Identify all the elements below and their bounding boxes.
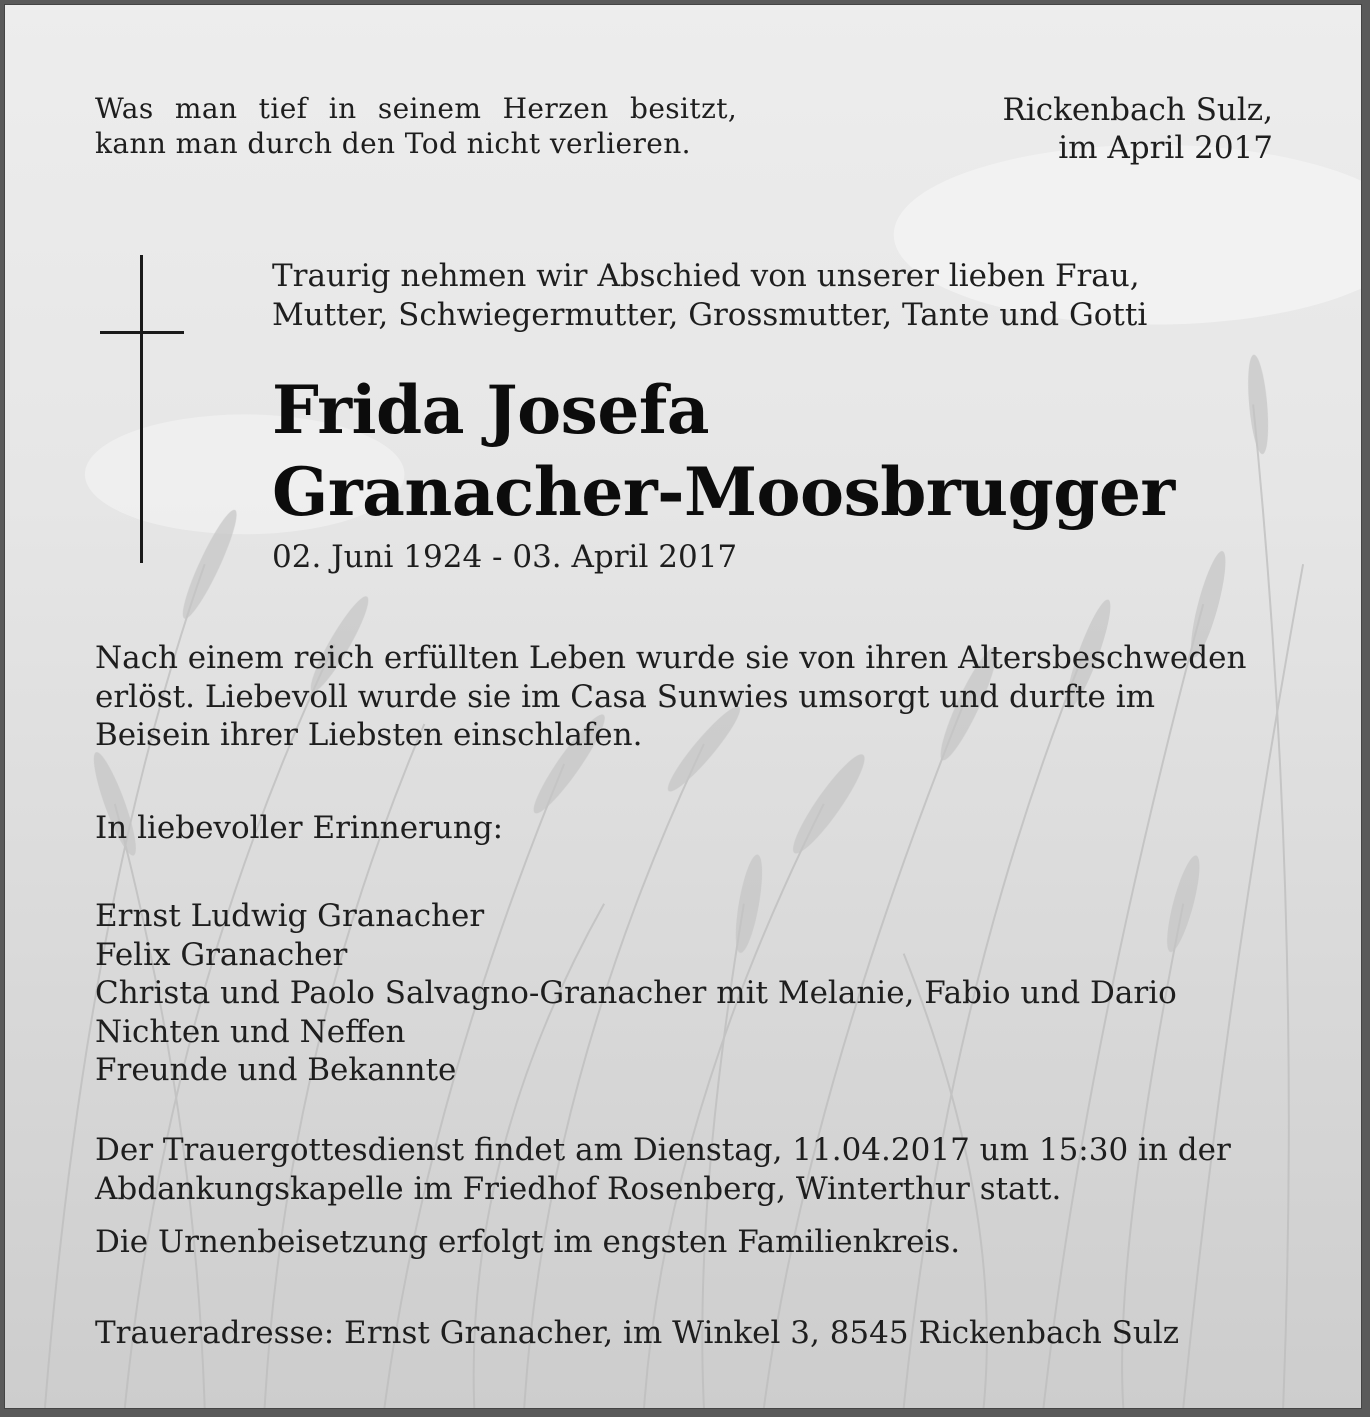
life-line-2: erlöst. Liebevoll wurde sie im Casa Sunwies umsorgt und durfte im <box>95 678 1156 715</box>
intro-text <box>272 257 1147 335</box>
quote-line-1: Was man tief in seinem Herzen besitzt, <box>95 92 738 125</box>
mourner-item: Christa und Paolo Salvagno-Granacher mit Melanie, Fabio und Dario <box>95 975 1177 1011</box>
place-line: Rickenbach Sulz, <box>1002 92 1273 128</box>
service-line-1: Der Trauergottesdienst findet am Dienstag, 11.04.2017 um 15:30 in der <box>95 1132 1231 1168</box>
quote-block <box>95 91 737 161</box>
cross-icon-bar <box>100 331 184 334</box>
mourner-item: Felix Granacher <box>95 936 348 973</box>
name-line-2: Granacher-Moosbrugger <box>272 453 1175 531</box>
service-line-2: Abdankungskapelle im Friedhof Rosenberg, Winterthur statt. <box>95 1170 1062 1207</box>
mourner-item: Ernst Ludwig Granacher <box>95 898 485 934</box>
quote-line-2: kann man durch den Tod nicht verlieren. <box>95 127 691 160</box>
mourning-address: Traueradresse: Ernst Granacher, im Winkel 3, 8545 Rickenbach Sulz <box>95 1315 1180 1351</box>
mourner-item: Nichten und Neffen <box>95 1013 406 1050</box>
date-line: im April 2017 <box>1058 130 1273 166</box>
service-info <box>95 1131 1231 1208</box>
place-date-block <box>1002 91 1273 167</box>
cross-icon <box>140 255 143 563</box>
obituary-notice <box>4 4 1362 1409</box>
life-line-1: Nach einem reich erfüllten Leben wurde sie von ihren Altersbeschweden <box>95 640 1247 676</box>
deceased-name <box>272 369 1175 533</box>
urn-burial-info: Die Urnenbeisetzung erfolgt im engsten Familienkreis. <box>95 1224 961 1260</box>
life-dates: 02. Juni 1924 - 03. April 2017 <box>272 539 738 575</box>
name-line-1: Frida Josefa <box>272 371 709 449</box>
life-line-3: Beisein ihrer Liebsten einschlafen. <box>95 717 643 753</box>
intro-line-1: Traurig nehmen wir Abschied von unserer lieben Frau, <box>272 258 1140 294</box>
memory-heading: In liebevoller Erinnerung: <box>95 810 504 846</box>
life-paragraph <box>95 639 1246 755</box>
mourner-item: Freunde und Bekannte <box>95 1052 457 1088</box>
intro-line-2: Mutter, Schwiegermutter, Grossmutter, Tante und Gotti <box>272 297 1148 333</box>
mourners-list <box>95 897 1177 1090</box>
